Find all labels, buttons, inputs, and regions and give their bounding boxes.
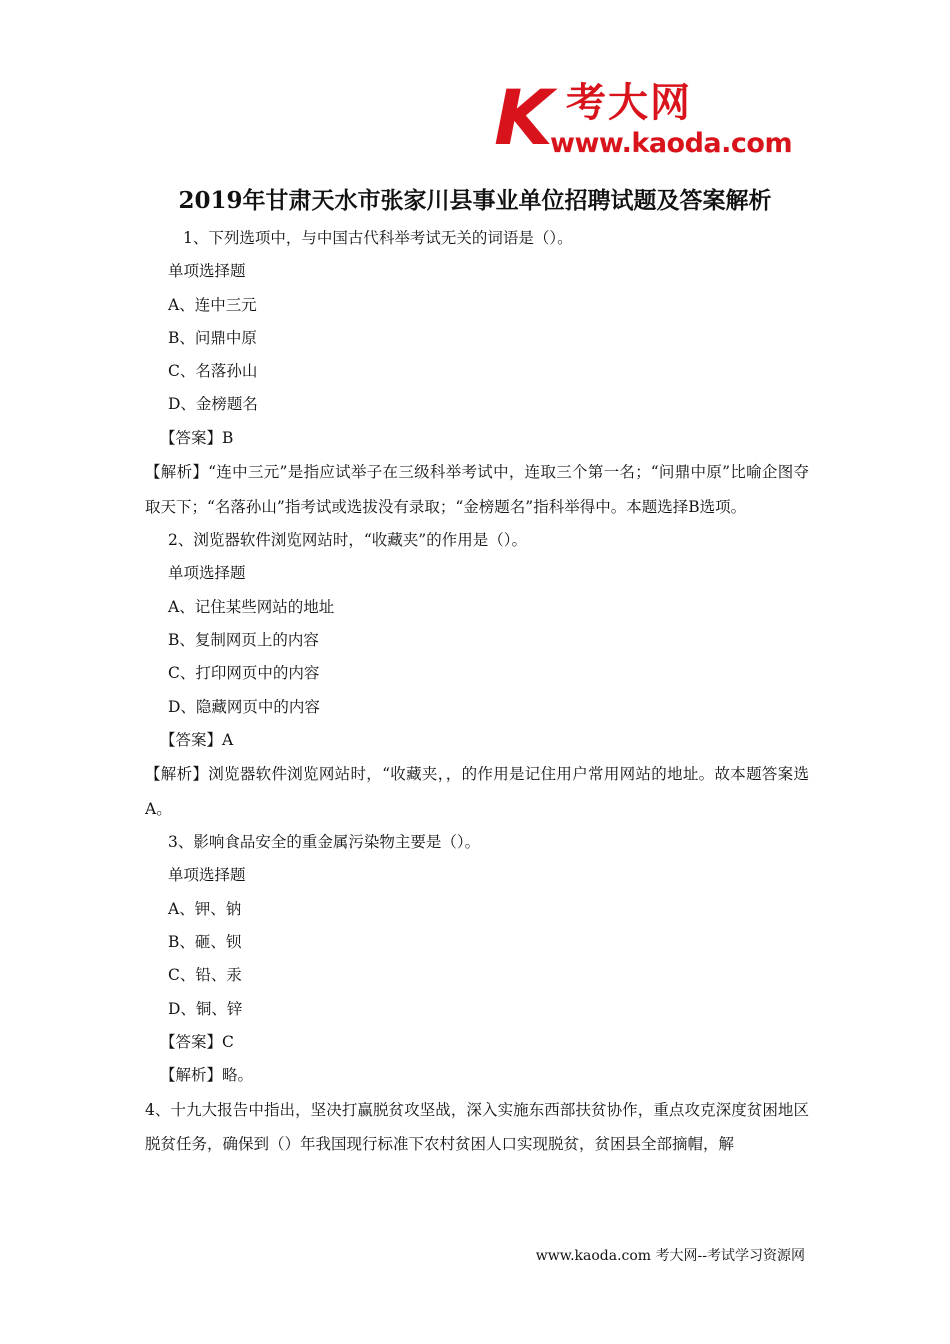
page-title: 2019年甘肃天水市张家川县事业单位招聘试题及答案解析 bbox=[178, 187, 772, 214]
option-c: C、名落孙山 bbox=[168, 362, 258, 381]
option-a: A、钾、钠 bbox=[168, 899, 242, 918]
option-b: B、复制网页上的内容 bbox=[168, 630, 319, 649]
document-body bbox=[145, 222, 809, 1162]
option-b: B、砸、钡 bbox=[168, 933, 242, 952]
question-type: 单项选择题 bbox=[168, 866, 246, 885]
question-stem: 4、十九大报告中指出，坚决打赢脱贫攻坚战，深入实施东西部扶贫协作，重点攻克深度贫困地区脱贫任务，确保到（）年我国现行标准下农村贫困人口实现脱贫，贫困县全部摘帽，解 bbox=[145, 1100, 809, 1154]
option-d: D、金榜题名 bbox=[168, 395, 258, 414]
question-type: 单项选择题 bbox=[168, 564, 246, 583]
answer: 【答案】B bbox=[160, 428, 234, 447]
answer: 【答案】A bbox=[160, 730, 234, 749]
logo-url: www.kaoda.com bbox=[550, 128, 793, 159]
logo-name: 考大网 bbox=[566, 80, 692, 126]
option-a: A、连中三元 bbox=[168, 295, 257, 314]
page-footer: www.kaoda.com 考大网--考试学习资源网 bbox=[535, 1248, 805, 1264]
question-stem: 3、影响食品安全的重金属污染物主要是（）。 bbox=[168, 833, 481, 852]
answer: 【答案】C bbox=[160, 1032, 234, 1051]
option-a: A、记住某些网站的地址 bbox=[168, 597, 335, 616]
logo-k-mark: K bbox=[494, 73, 549, 162]
option-b: B、问鼎中原 bbox=[168, 328, 257, 347]
option-c: C、铅、汞 bbox=[168, 966, 242, 985]
kaoda-logo bbox=[494, 73, 814, 162]
question-type: 单项选择题 bbox=[168, 262, 246, 281]
analysis: 【解析】略。 bbox=[160, 1066, 254, 1085]
question-stem: 2、浏览器软件浏览网站时，“收藏夹”的作用是（）。 bbox=[168, 531, 527, 550]
question-stem: 1、下列选项中，与中国古代科举考试无关的词语是（）。 bbox=[183, 229, 573, 247]
option-d: D、铜、锌 bbox=[168, 999, 243, 1018]
analysis: 【解析】“连中三元”是指应试举子在三级科举考试中，连取三个第一名；“问鼎中原”比喻企图夺取天下；“名落孙山”指考试或选拔没有录取；“金榜题名”指科举得中。本题选择B选项。 bbox=[145, 463, 809, 516]
option-c: C、打印网页中的内容 bbox=[168, 664, 320, 683]
option-d: D、隐藏网页中的内容 bbox=[168, 697, 320, 716]
analysis: 【解析】浏览器软件浏览网站时，“收藏夹，，的作用是记住用户常用网站的地址。故本题答案选A。 bbox=[145, 765, 809, 818]
